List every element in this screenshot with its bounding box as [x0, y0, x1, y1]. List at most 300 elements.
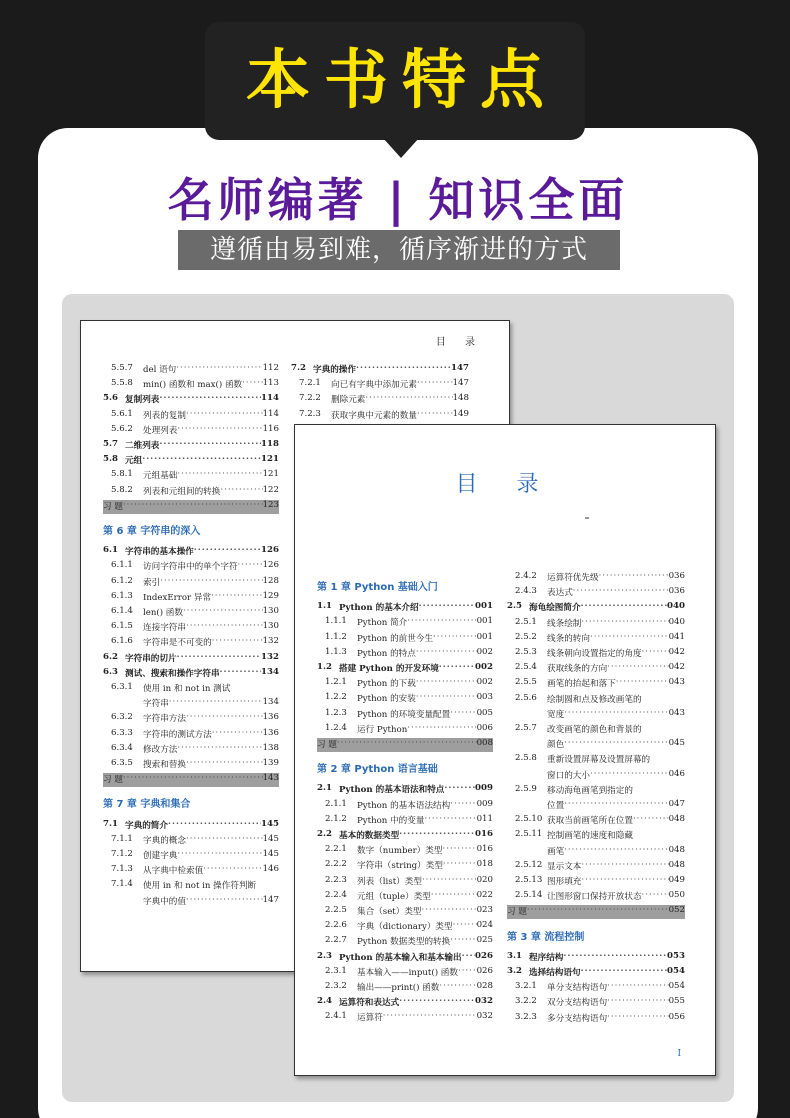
toc-page-front [294, 424, 716, 1076]
leader-dots [186, 895, 263, 909]
entry-title: 表达式 [547, 588, 573, 599]
entry-number: 2.5.2 [515, 631, 537, 642]
leader-dots [422, 905, 477, 919]
leader-dots [123, 773, 263, 787]
toc-entry [103, 485, 279, 499]
toc-entry [317, 632, 493, 646]
toc-entry [103, 834, 279, 848]
entry-number: 2.5.7 [515, 723, 537, 733]
exercise-entry [103, 500, 279, 514]
entry-page: 053 [667, 950, 685, 961]
entry-title: 数字（number）类型 [357, 846, 443, 857]
chapter-heading: 第 7 章 字典和集合 [103, 799, 191, 811]
toc-entry [507, 738, 685, 752]
entry-title: Python 的环境变量配置 [357, 709, 451, 720]
entry-page: 006 [476, 722, 493, 733]
entry-page: 042 [668, 662, 685, 673]
entry-number: 3.2.2 [515, 996, 537, 1007]
entry-title: 字符串（string）类型 [357, 861, 443, 872]
toc-entry [103, 697, 279, 711]
toc-entry [103, 454, 279, 468]
leader-dots [399, 829, 475, 843]
entry-number: 7.1.4 [111, 879, 133, 890]
entry-title: 程序结构 [529, 952, 564, 963]
entry-title: 线条的转向 [547, 633, 590, 644]
leader-dots [337, 738, 477, 752]
tagline-bar [178, 230, 620, 270]
leader-dots [160, 576, 262, 590]
leader-dots [642, 723, 685, 737]
toc-entry [507, 677, 685, 691]
entry-page: 145 [261, 818, 279, 829]
leader-dots [581, 860, 668, 874]
leader-dots [607, 1012, 668, 1026]
entry-number: 5.8.1 [111, 469, 133, 480]
entry-number: 6.3.1 [111, 682, 133, 692]
entry-number: 2.5.13 [515, 875, 543, 885]
toc-entry [103, 606, 279, 620]
entry-page: 129 [262, 590, 279, 601]
entry-title: 颜色 [547, 740, 565, 751]
entry-page: 128 [262, 575, 279, 586]
entry-number: 2.2.2 [325, 859, 347, 870]
exercise-entry [507, 905, 685, 919]
entry-number: 2.4.3 [515, 586, 537, 597]
entry-title: Python 数据类型的转换 [357, 937, 451, 948]
entry-page: 026 [476, 965, 493, 976]
toc-entry [103, 743, 279, 757]
entry-page: 121 [261, 454, 279, 465]
leader-dots [443, 859, 477, 873]
toc-entry [507, 966, 685, 980]
toc-entry [291, 363, 469, 377]
entry-number: 2.3.1 [325, 965, 347, 976]
toc-entry [103, 849, 279, 863]
entry-page: 052 [668, 905, 685, 916]
toc-entry [103, 636, 279, 650]
leader-dots [599, 571, 669, 585]
entry-title: 选择结构语句 [529, 968, 581, 978]
entry-title: 字典中的值 [143, 896, 186, 907]
leader-dots [407, 723, 476, 737]
toc-entry [291, 378, 469, 392]
entry-page: 147 [451, 363, 469, 373]
leader-dots [220, 667, 262, 681]
entry-title: 处理列表 [143, 425, 178, 436]
leader-dots [633, 829, 685, 843]
entry-number: 2.1 [317, 783, 332, 794]
toc-entry [507, 708, 685, 722]
entry-page: 022 [476, 889, 493, 900]
entry-title: 复制列表 [125, 395, 160, 406]
entry-title: 字符串是不可变的 [143, 638, 212, 649]
toc-entry [317, 692, 493, 706]
banner-title: 本书特点 [246, 44, 558, 118]
leader-dots [581, 966, 667, 980]
leader-dots [416, 692, 477, 706]
entry-page: 009 [475, 783, 493, 794]
toc-entry [103, 393, 279, 407]
toc-entry [317, 1011, 493, 1025]
toc-entry [103, 621, 279, 635]
entry-page: 032 [476, 1011, 493, 1022]
entry-number: 6.3 [103, 666, 118, 677]
entry-number: 6.2 [103, 651, 118, 662]
entry-title: 删除元素 [331, 395, 366, 406]
entry-title: 窗口的大小 [547, 770, 590, 781]
leader-dots [211, 591, 263, 605]
entry-title: 连接字符串 [143, 623, 186, 634]
entry-number: 6.3.3 [111, 727, 133, 738]
toc-entry [507, 996, 685, 1010]
leader-dots [238, 560, 263, 574]
entry-page: 002 [476, 646, 493, 657]
entry-page: 005 [476, 707, 493, 718]
entry-page: 146 [262, 864, 279, 875]
entry-number: 1.2 [317, 662, 332, 672]
leader-dots [123, 500, 263, 514]
entry-title: 访问字符串中的单个字符 [143, 562, 238, 573]
leader-dots [607, 981, 668, 995]
toc-entry [317, 920, 493, 934]
leader-dots [177, 469, 262, 483]
leader-dots [444, 783, 475, 797]
entry-number: 2.5 [507, 601, 522, 612]
entry-title: 列表（list）类型 [357, 876, 422, 887]
entry-title: 获取字典中元素的数量 [331, 410, 417, 421]
toc-entry [103, 758, 279, 772]
toc-entry [317, 601, 493, 615]
entry-title: 单分支结构语句 [547, 983, 608, 994]
leader-dots [177, 743, 262, 757]
entry-title: Python 的基本介绍 [339, 603, 419, 614]
entry-page: 003 [476, 692, 493, 703]
toc-entry [507, 845, 685, 859]
leader-dots [194, 545, 261, 559]
leader-dots [650, 753, 685, 767]
toc-entry [317, 723, 493, 737]
entry-page: 043 [668, 707, 685, 718]
leader-dots [159, 439, 261, 453]
leader-dots [564, 845, 668, 859]
entry-number: 2.2 [317, 829, 332, 839]
entry-number: 3.2.1 [515, 981, 537, 992]
toc-entry [317, 905, 493, 919]
entry-page: 001 [475, 601, 493, 612]
leader-dots [383, 1011, 477, 1025]
entry-title: 改变画笔的颜色和背景的 [547, 725, 642, 735]
entry-title: 移动海龟画笔到指定的 [547, 785, 633, 796]
leader-dots [159, 393, 261, 407]
leader-dots [365, 393, 452, 407]
entry-number: 2.3 [317, 950, 332, 961]
toc-entry [507, 693, 685, 707]
leader-dots [450, 935, 476, 949]
entry-title: 多分支结构语句 [547, 1013, 608, 1024]
entry-title: 画笔的抬起和落下 [547, 679, 616, 690]
entry-title: 显示文本 [547, 861, 582, 872]
entry-page: 001 [476, 616, 493, 627]
entry-number: 2.2.4 [325, 889, 347, 900]
leader-dots [177, 424, 262, 438]
toc-entry [507, 1012, 685, 1026]
toc-entry [317, 662, 493, 676]
toc-entry [507, 662, 685, 676]
entry-title: 画笔 [547, 846, 565, 857]
entry-page: 126 [261, 545, 279, 556]
leader-dots [417, 409, 453, 423]
entry-page: 042 [668, 647, 685, 657]
entry-page: 139 [262, 758, 279, 768]
entry-title: 运算符和表达式 [339, 998, 400, 1009]
entry-title: 获取当前画笔所在位置 [547, 816, 633, 827]
entry-title: 习 题 [103, 775, 123, 786]
toc-entry [317, 996, 493, 1010]
toc-entry [317, 677, 493, 691]
toc-entry [317, 966, 493, 980]
leader-dots [458, 966, 477, 980]
entry-title: IndexError 异常 [143, 592, 212, 603]
entry-number: 6.1.6 [111, 636, 133, 647]
entry-page: 048 [668, 844, 685, 855]
entry-page: 136 [262, 727, 279, 738]
toc-entry [103, 545, 279, 559]
entry-page: 149 [452, 408, 469, 419]
toc-entry [317, 951, 493, 965]
entry-title: 双分支结构语句 [547, 998, 608, 1009]
entry-title: 字符串方法 [143, 714, 186, 725]
toc-entry [507, 632, 685, 646]
entry-page: 046 [668, 768, 685, 779]
toc-entry [317, 981, 493, 995]
entry-page: 132 [261, 651, 279, 662]
entry-page: 011 [476, 813, 493, 824]
entry-title: Python 的基本输入和基本输出 [339, 952, 462, 963]
entry-title: 从字典中检索值 [143, 866, 204, 877]
entry-number: 1.1.2 [325, 631, 347, 642]
entry-page: 045 [668, 738, 685, 749]
toc-entry [317, 859, 493, 873]
entry-number: 2.5.5 [515, 677, 537, 688]
entry-number: 5.8 [103, 454, 118, 465]
entry-number: 2.2.5 [325, 905, 347, 915]
entry-number: 2.5.4 [515, 662, 537, 673]
entry-page: 043 [668, 677, 685, 688]
banner-tagline: 遵循由易到难，循序渐进的方式 [209, 235, 588, 265]
entry-number: 2.4 [317, 996, 332, 1007]
leader-dots [230, 682, 279, 696]
entry-title: 列表和元组间的转换 [143, 486, 221, 497]
entry-page: 130 [262, 606, 279, 616]
leader-dots [416, 677, 477, 691]
entry-page: 116 [262, 423, 279, 434]
entry-title: 使用 in 和 not in 操作符判断 [143, 881, 257, 892]
entry-title: 字符串的测试方法 [143, 729, 212, 740]
entry-page: 123 [262, 499, 279, 510]
entry-title: 字符串 [143, 699, 169, 710]
entry-page: 025 [476, 935, 493, 946]
entry-number: 7.1.3 [111, 864, 133, 875]
toc-entry [103, 819, 279, 833]
entry-number: 5.6.2 [111, 423, 133, 434]
entry-title: 线条绘制 [547, 618, 582, 629]
entry-title: 基本输入——input() 函数 [357, 967, 458, 978]
entry-page: 050 [668, 890, 685, 901]
toc-entry [317, 647, 493, 661]
entry-page: 036 [668, 586, 685, 597]
toc-title: 目 录 [455, 472, 555, 497]
entry-number: 6.1.3 [111, 590, 133, 601]
leader-dots [564, 799, 668, 813]
entry-title: 字典的概念 [143, 835, 186, 846]
entry-page: 049 [668, 875, 685, 885]
entry-number: 2.2.6 [325, 920, 347, 931]
toc-entry [507, 617, 685, 631]
toc-entry [507, 951, 685, 965]
entry-page: 148 [452, 393, 469, 404]
entry-title: 输出——print() 函数 [357, 983, 440, 993]
leader-dots [642, 647, 669, 661]
entry-number: 2.4.1 [325, 1011, 347, 1022]
entry-title: Python 的基本语法结构 [357, 800, 451, 811]
leader-dots [242, 378, 262, 392]
leader-dots [590, 769, 669, 783]
entry-page: 008 [476, 738, 493, 748]
entry-title: 基本的数据类型 [339, 831, 400, 841]
toc-entry [103, 576, 279, 590]
leader-dots [186, 409, 263, 423]
entry-number: 2.1.1 [325, 798, 347, 809]
entry-title: 宽度 [547, 709, 565, 720]
toc-entry [317, 814, 493, 828]
toc-entry [317, 783, 493, 797]
toc-entry [103, 424, 279, 438]
entry-number: 6.1.4 [111, 606, 133, 616]
leader-dots [439, 981, 476, 995]
entry-title: 控制画笔的速度和隐藏 [547, 831, 633, 842]
entry-page: 018 [476, 859, 493, 870]
toc-entry [507, 723, 685, 737]
entry-number: 2.2.1 [325, 844, 347, 855]
toc-entry [507, 571, 685, 585]
entry-number: 3.2.3 [515, 1011, 537, 1022]
leader-dots [439, 662, 475, 676]
leader-dots [212, 636, 263, 650]
leader-dots [416, 647, 477, 661]
leader-dots [356, 363, 451, 377]
entry-title: 字符串的切片 [125, 653, 177, 664]
entry-number: 2.5.12 [515, 859, 543, 870]
entry-title: 测试、搜索和操作字符串 [125, 668, 220, 679]
banner-subtitle: 名师编著 | 知识全面 [167, 173, 629, 227]
entry-number: 2.5.10 [515, 814, 543, 825]
entry-title: Python 的基本语法和特点 [339, 785, 445, 796]
entry-number: 1.1.1 [325, 616, 347, 627]
leader-dots [203, 864, 262, 878]
leader-dots [177, 849, 262, 863]
entry-page: 132 [262, 636, 279, 647]
entry-title: 元组 [125, 456, 143, 467]
toc-entry [103, 682, 279, 696]
entry-title: 字典的操作 [313, 365, 356, 375]
entry-title: 字典的简介 [125, 820, 168, 831]
entry-page: 002 [475, 662, 493, 672]
entry-title: 习 题 [317, 740, 337, 750]
entry-page: 009 [476, 798, 493, 809]
entry-number: 7.2.2 [299, 393, 321, 404]
leader-dots [186, 621, 263, 635]
entry-number: 1.1.3 [325, 646, 347, 657]
entry-page: 145 [262, 849, 279, 859]
leader-dots [186, 758, 263, 772]
leader-dots [422, 875, 477, 889]
entry-title: 字典（dictionary）类型 [357, 922, 453, 933]
entry-title: 运行 Python [357, 724, 408, 735]
entry-page: 016 [476, 844, 493, 855]
entry-page: 026 [475, 950, 493, 961]
entry-title: 索引 [143, 577, 161, 588]
entry-number: 1.1 [317, 601, 332, 612]
toc-entry [317, 799, 493, 813]
leader-dots [168, 819, 261, 833]
toc-entry [103, 712, 279, 726]
entry-number: 2.5.9 [515, 783, 537, 794]
entry-page: 054 [667, 966, 685, 976]
toc-entry [317, 829, 493, 843]
toc-entry [103, 560, 279, 574]
entry-title: Python 的安装 [357, 694, 416, 705]
entry-number: 5.6.1 [111, 408, 133, 419]
leader-dots [590, 632, 669, 646]
toc-entry [103, 895, 279, 909]
entry-number: 5.8.2 [111, 484, 133, 495]
toc-entry [507, 814, 685, 828]
leader-dots [399, 996, 475, 1010]
entry-number: 2.5.6 [515, 692, 537, 703]
entry-page: 024 [476, 920, 493, 931]
toc-entry [317, 890, 493, 904]
entry-page: 016 [475, 829, 493, 839]
leader-dots [442, 844, 476, 858]
entry-page: 054 [668, 981, 685, 992]
toc-entry [103, 667, 279, 681]
entry-page: 130 [262, 621, 279, 632]
entry-page: 041 [668, 631, 685, 642]
leader-dots [563, 951, 667, 965]
toc-entry [507, 890, 685, 904]
entry-page: 048 [668, 859, 685, 870]
toc-entry [317, 935, 493, 949]
toc-entry [103, 591, 279, 605]
leader-dots [212, 728, 263, 742]
entry-number: 2.5.3 [515, 647, 537, 657]
entry-title: 习 题 [103, 501, 123, 512]
toc-entry [103, 864, 279, 878]
entry-number: 5.7 [103, 439, 118, 449]
entry-title: 习 题 [507, 907, 527, 918]
entry-page: 036 [668, 571, 685, 581]
entry-page: 040 [668, 616, 685, 627]
entry-page: 147 [452, 378, 469, 389]
entry-number: 5.5.8 [111, 378, 133, 389]
toc-entry [507, 601, 685, 615]
entry-title: 线条朝向设置指定的角度 [547, 649, 642, 659]
leader-dots [183, 606, 263, 620]
toc-entry [103, 652, 279, 666]
entry-number: 7.1.2 [111, 849, 133, 859]
exercise-entry [317, 738, 493, 752]
entry-page: 122 [262, 484, 279, 495]
